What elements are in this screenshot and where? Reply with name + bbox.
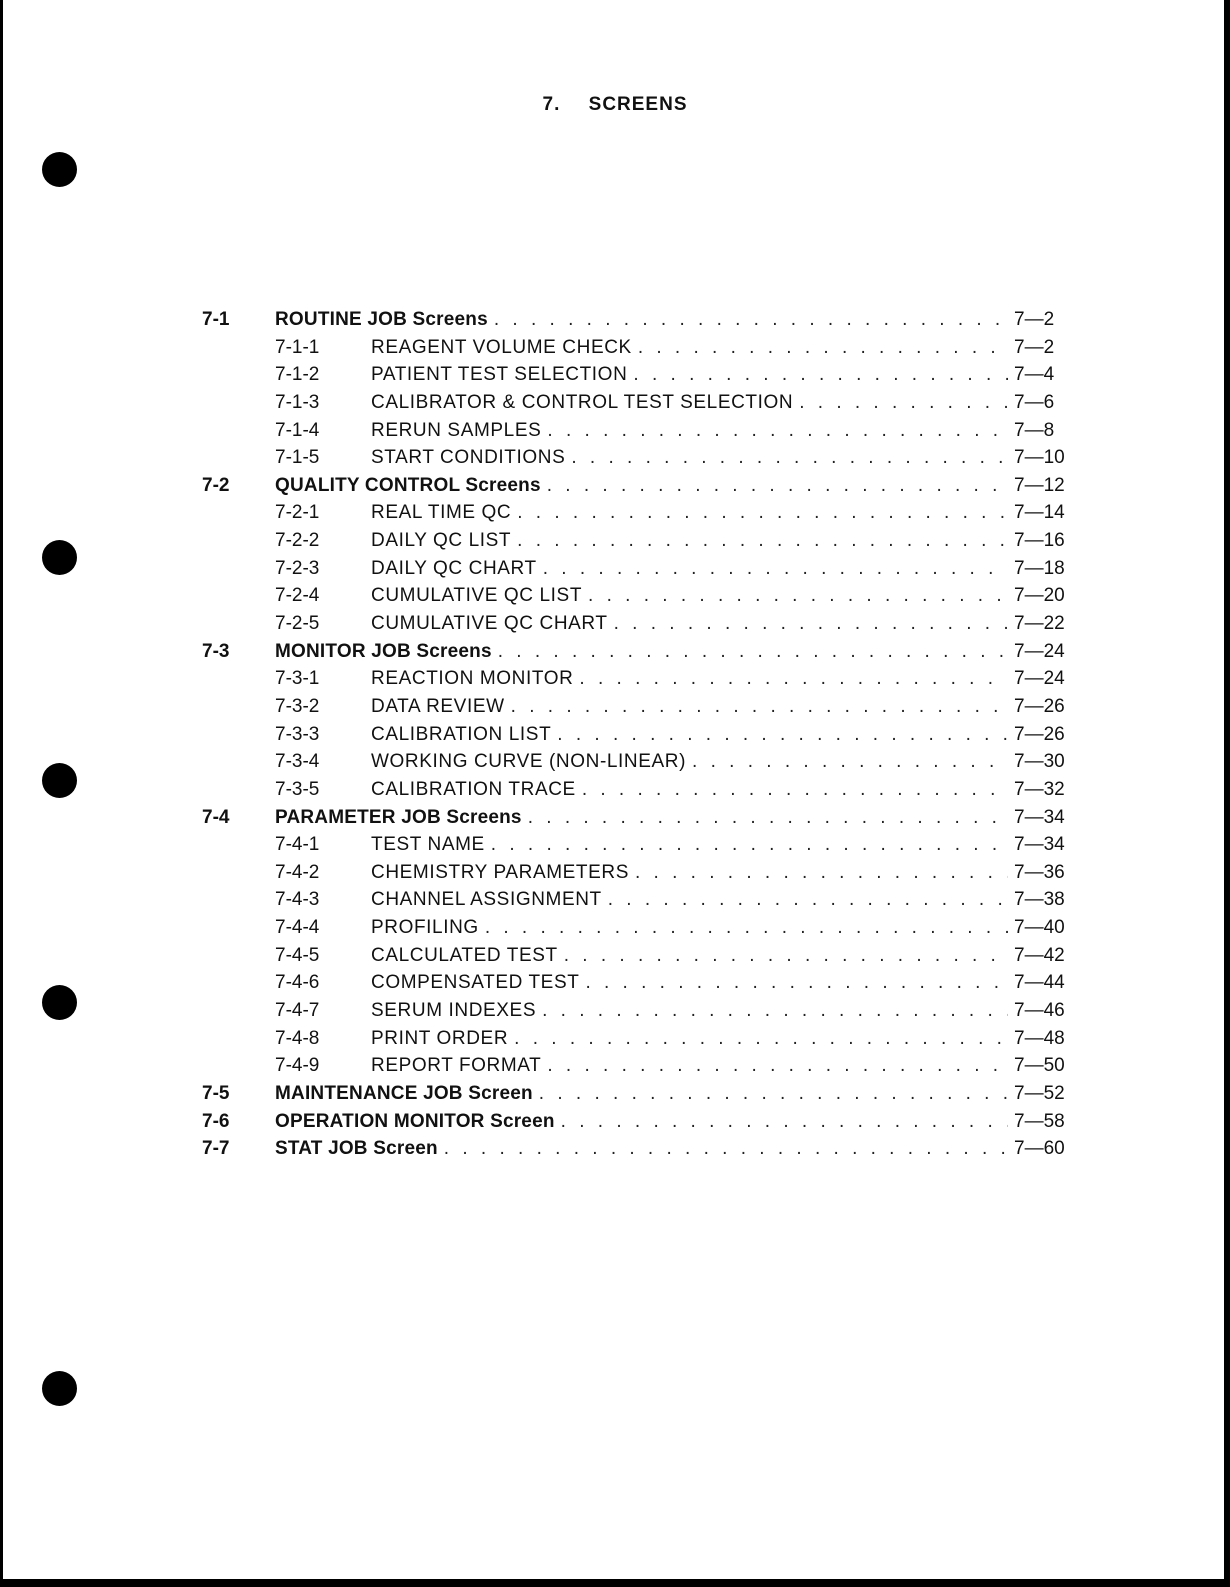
dot-leader: [638, 334, 1008, 362]
toc-subsection-row[interactable]: [202, 859, 1070, 887]
subsection-entry: [275, 693, 1070, 721]
subsection-entry: [275, 748, 1070, 776]
toc-subsection-row[interactable]: [202, 361, 1070, 389]
dot-leader: [561, 1108, 1008, 1136]
subsection-number: 7-4-2: [275, 861, 320, 883]
toc-section-row[interactable]: [202, 1080, 1070, 1108]
subsection-number: 7-1-3: [275, 391, 320, 413]
toc-subsection-row[interactable]: [202, 942, 1070, 970]
binder-hole: [42, 540, 77, 575]
dot-leader: [528, 804, 1008, 832]
subsection-title: PROFILING: [371, 917, 479, 939]
subsection-entry: [275, 389, 1070, 417]
dot-leader: [514, 1025, 1008, 1053]
page-number: 7—48: [1014, 1027, 1065, 1049]
subsection-entry: [275, 334, 1070, 362]
dot-leader: [517, 527, 1008, 555]
toc-subsection-row[interactable]: [202, 389, 1070, 417]
dot-leader: [517, 499, 1008, 527]
subsection-entry: [275, 776, 1070, 804]
subsection-entry: [275, 997, 1070, 1025]
subsection-number: 7-4-3: [275, 889, 320, 911]
subsection-title: PATIENT TEST SELECTION: [371, 364, 628, 386]
subsection-entry: [275, 1025, 1070, 1053]
subsection-number: 7-4-9: [275, 1055, 320, 1077]
section-title: ROUTINE JOB Screens: [275, 309, 488, 330]
binder-hole: [42, 152, 77, 187]
subsection-number: 7-1-5: [275, 447, 320, 469]
toc-subsection-row[interactable]: [202, 1025, 1070, 1053]
subsection-number: 7-2-5: [275, 613, 320, 635]
toc-subsection-row[interactable]: [202, 499, 1070, 527]
subsection-title: START CONDITIONS: [371, 447, 566, 469]
page-number: 7—22: [1014, 613, 1065, 635]
subsection-number: 7-4-4: [275, 917, 320, 939]
subsection-number: 7-4-1: [275, 834, 320, 856]
subsection-number: 7-3-4: [275, 751, 320, 773]
page-number: 7—24: [1014, 640, 1065, 662]
subsection-title: REACTION MONITOR: [371, 668, 574, 690]
dot-leader: [511, 693, 1008, 721]
subsection-title: CALCULATED TEST: [371, 944, 558, 966]
page-number: 7—2: [1014, 336, 1055, 358]
section-entry: [275, 1135, 1070, 1163]
dot-leader: [608, 886, 1008, 914]
section-number: 7-1: [202, 309, 230, 330]
section-title: STAT JOB Screen: [275, 1138, 438, 1160]
chapter-number: 7.: [542, 94, 561, 115]
page-number: 7—8: [1014, 419, 1055, 441]
subsection-number: 7-3-5: [275, 778, 320, 800]
subsection-title: DATA REVIEW: [371, 695, 505, 717]
page-number: 7—12: [1014, 474, 1065, 496]
subsection-entry: [275, 831, 1070, 859]
subsection-number: 7-1-2: [275, 364, 320, 386]
subsection-title: CALIBRATOR & CONTROL TEST SELECTION: [371, 391, 794, 413]
subsection-entry: [275, 610, 1070, 638]
page-number: 7—42: [1014, 944, 1065, 966]
page-number: 7—6: [1014, 391, 1055, 413]
subsection-title: CHEMISTRY PARAMETERS: [371, 861, 629, 883]
toc-subsection-row[interactable]: [202, 997, 1070, 1025]
subsection-entry: [275, 527, 1070, 555]
page-number: 7—40: [1014, 917, 1065, 939]
subsection-title: CUMULATIVE QC LIST: [371, 585, 583, 607]
subsection-number: 7-3-1: [275, 668, 320, 690]
toc-subsection-row[interactable]: [202, 665, 1070, 693]
subsection-title: RERUN SAMPLES: [371, 419, 542, 441]
subsection-entry: [275, 417, 1070, 445]
page-number: 7—44: [1014, 972, 1065, 994]
subsection-entry: [275, 969, 1070, 997]
subsection-number: 7-2-1: [275, 502, 320, 524]
page-number: 7—58: [1014, 1110, 1065, 1132]
section-title: MAINTENANCE JOB Screen: [275, 1082, 533, 1104]
subsection-entry: [275, 444, 1070, 472]
subsection-entry: [275, 499, 1070, 527]
dot-leader: [491, 831, 1008, 859]
table-of-contents: [202, 306, 1070, 1163]
subsection-title: SERUM INDEXES: [371, 1000, 537, 1022]
subsection-number: 7-3-3: [275, 723, 320, 745]
subsection-entry: [275, 555, 1070, 583]
dot-leader: [539, 1080, 1008, 1108]
section-number: 7-5: [202, 1082, 230, 1104]
chapter-title: SCREENS: [588, 94, 688, 115]
page-number: 7—34: [1014, 834, 1065, 856]
subsection-number: 7-1-1: [275, 336, 320, 358]
toc-subsection-row[interactable]: [202, 555, 1070, 583]
page-number: 7—18: [1014, 557, 1065, 579]
toc-subsection-row[interactable]: [202, 748, 1070, 776]
toc-subsection-row[interactable]: [202, 776, 1070, 804]
binder-hole: [42, 763, 77, 798]
toc-section-row[interactable]: [202, 1108, 1070, 1136]
subsection-title: DAILY QC CHART: [371, 557, 537, 579]
dot-leader: [571, 444, 1008, 472]
dot-leader: [579, 665, 1008, 693]
subsection-entry: [275, 1052, 1070, 1080]
page-number: 7—60: [1014, 1138, 1065, 1160]
page-number: 7—4: [1014, 364, 1055, 386]
subsection-title: REPORT FORMAT: [371, 1055, 542, 1077]
dot-leader: [635, 859, 1008, 887]
subsection-number: 7-2-3: [275, 557, 320, 579]
subsection-entry: [275, 582, 1070, 610]
section-number: 7-4: [202, 806, 230, 828]
toc-subsection-row[interactable]: [202, 582, 1070, 610]
toc-subsection-row[interactable]: [202, 693, 1070, 721]
page-number: 7—24: [1014, 668, 1065, 690]
page-number: 7—26: [1014, 723, 1065, 745]
toc-section-row[interactable]: [202, 306, 1070, 334]
dot-leader: [799, 389, 1008, 417]
subsection-number: 7-1-4: [275, 419, 320, 441]
toc-subsection-row[interactable]: [202, 1052, 1070, 1080]
dot-leader: [542, 997, 1008, 1025]
binder-hole: [42, 1371, 77, 1406]
section-entry: [275, 306, 1070, 334]
toc-section-row[interactable]: [202, 804, 1070, 832]
dot-leader: [543, 555, 1008, 583]
dot-leader: [692, 748, 1008, 776]
section-title: MONITOR JOB Screens: [275, 640, 492, 662]
subsection-number: 7-2-4: [275, 585, 320, 607]
subsection-entry: [275, 914, 1070, 942]
toc-subsection-row[interactable]: [202, 969, 1070, 997]
subsection-title: CALIBRATION LIST: [371, 723, 552, 745]
subsection-number: 7-3-2: [275, 695, 320, 717]
section-number: 7-7: [202, 1138, 230, 1160]
toc-subsection-row[interactable]: [202, 886, 1070, 914]
page-title: [0, 94, 1230, 116]
toc-section-row[interactable]: [202, 1135, 1070, 1163]
toc-section-row[interactable]: [202, 472, 1070, 500]
page-number: 7—2: [1014, 309, 1055, 330]
subsection-entry: [275, 942, 1070, 970]
page-number: 7—16: [1014, 530, 1065, 552]
page-number: 7—36: [1014, 861, 1065, 883]
section-title: OPERATION MONITOR Screen: [275, 1110, 555, 1132]
page-number: 7—14: [1014, 502, 1065, 524]
subsection-entry: [275, 721, 1070, 749]
toc-subsection-row[interactable]: [202, 721, 1070, 749]
dot-leader: [588, 582, 1008, 610]
subsection-title: DAILY QC LIST: [371, 530, 512, 552]
page-number: 7—10: [1014, 447, 1065, 469]
page-number: 7—32: [1014, 778, 1065, 800]
subsection-number: 7-4-5: [275, 944, 320, 966]
toc-subsection-row[interactable]: [202, 527, 1070, 555]
dot-leader: [633, 361, 1008, 389]
subsection-title: TEST NAME: [371, 834, 485, 856]
subsection-number: 7-4-6: [275, 972, 320, 994]
dot-leader: [582, 776, 1008, 804]
section-number: 7-3: [202, 640, 230, 662]
binder-hole: [42, 985, 77, 1020]
subsection-title: PRINT ORDER: [371, 1027, 509, 1049]
dot-leader: [557, 721, 1008, 749]
subsection-title: COMPENSATED TEST: [371, 972, 580, 994]
dot-leader: [564, 942, 1008, 970]
dot-leader: [547, 417, 1008, 445]
section-number: 7-2: [202, 474, 230, 496]
section-entry: [275, 804, 1070, 832]
subsection-title: CUMULATIVE QC CHART: [371, 613, 608, 635]
subsection-number: 7-4-8: [275, 1027, 320, 1049]
subsection-title: REAGENT VOLUME CHECK: [371, 336, 632, 358]
subsection-title: REAL TIME QC: [371, 502, 512, 524]
section-title: PARAMETER JOB Screens: [275, 806, 522, 828]
dot-leader: [444, 1135, 1008, 1163]
toc-subsection-row[interactable]: [202, 444, 1070, 472]
dot-leader: [547, 472, 1008, 500]
toc-subsection-row[interactable]: [202, 334, 1070, 362]
toc-subsection-row[interactable]: [202, 914, 1070, 942]
page-number: 7—46: [1014, 1000, 1065, 1022]
subsection-entry: [275, 886, 1070, 914]
subsection-title: CALIBRATION TRACE: [371, 778, 576, 800]
section-entry: [275, 472, 1070, 500]
page-number: 7—30: [1014, 751, 1065, 773]
dot-leader: [494, 306, 1008, 334]
dot-leader: [547, 1052, 1008, 1080]
page-number: 7—38: [1014, 889, 1065, 911]
section-number: 7-6: [202, 1110, 230, 1132]
section-title: QUALITY CONTROL Screens: [275, 474, 541, 496]
page-number: 7—50: [1014, 1055, 1065, 1077]
page-number: 7—52: [1014, 1082, 1065, 1104]
section-entry: [275, 1080, 1070, 1108]
section-entry: [275, 1108, 1070, 1136]
subsection-title: WORKING CURVE (NON-LINEAR): [371, 751, 687, 773]
subsection-entry: [275, 361, 1070, 389]
dot-leader: [585, 969, 1008, 997]
toc-subsection-row[interactable]: [202, 417, 1070, 445]
section-entry: [275, 638, 1070, 666]
subsection-title: CHANNEL ASSIGNMENT: [371, 889, 602, 911]
toc-subsection-row[interactable]: [202, 610, 1070, 638]
subsection-number: 7-2-2: [275, 530, 320, 552]
page-number: 7—34: [1014, 806, 1065, 828]
subsection-number: 7-4-7: [275, 1000, 320, 1022]
page-number: 7—26: [1014, 695, 1065, 717]
page-number: 7—20: [1014, 585, 1065, 607]
dot-leader: [614, 610, 1008, 638]
toc-section-row[interactable]: [202, 638, 1070, 666]
toc-subsection-row[interactable]: [202, 831, 1070, 859]
dot-leader: [498, 638, 1008, 666]
dot-leader: [485, 914, 1008, 942]
subsection-entry: [275, 665, 1070, 693]
subsection-entry: [275, 859, 1070, 887]
